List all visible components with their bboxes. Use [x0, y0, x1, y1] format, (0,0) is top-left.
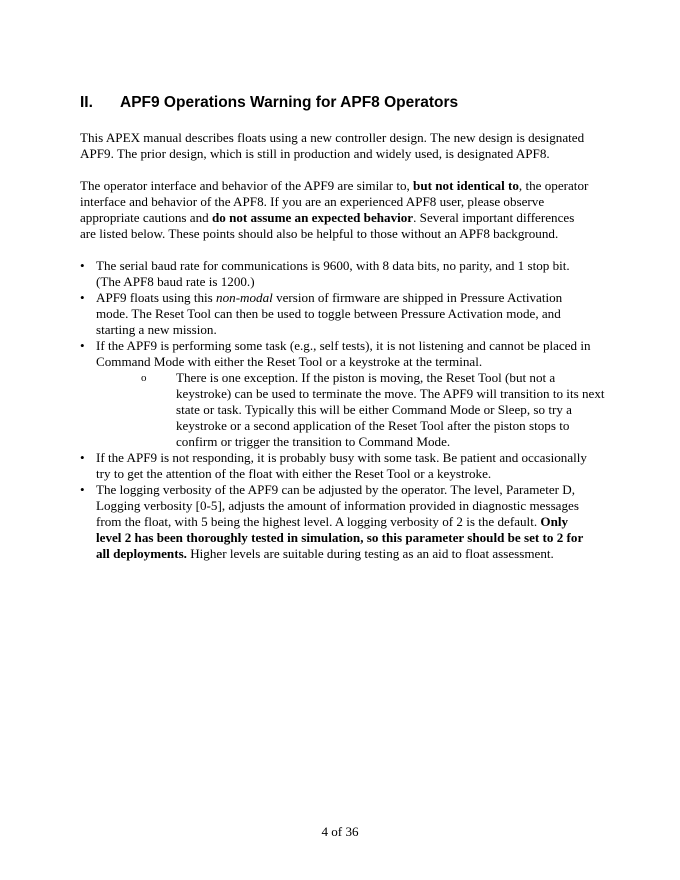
sub-list	[96, 370, 605, 450]
item-line: The serial baud rate for communications is 9600, with 8 data bits, no parity, and 1 stop bit.	[96, 258, 570, 273]
emphasis-bold: Only	[540, 514, 569, 529]
differences-list	[80, 258, 605, 562]
item-line: If the APF9 is not responding, it is probably busy with some task. Be patient and occasionally	[96, 450, 587, 465]
sub-item-line: keystroke) can be used to terminate the move. The APF9 will transition to its next	[176, 386, 605, 401]
text-run: appropriate cautions and	[80, 210, 212, 225]
item-line	[96, 290, 605, 306]
text-run: . Several important differences	[413, 210, 575, 225]
list-item-not-responding	[80, 450, 605, 482]
item-line	[96, 514, 605, 530]
item-line	[96, 530, 605, 546]
list-item-baud-rate	[80, 258, 605, 290]
caution-line	[80, 210, 605, 226]
sub-item-line: state or task. Typically this will be either Command Mode or Sleep, so try a	[176, 402, 572, 417]
item-line: The logging verbosity of the APF9 can be adjusted by the operator. The level, Parameter D,	[96, 482, 576, 497]
bullet-icon: •	[80, 290, 85, 305]
item-line: Logging verbosity [0-5], adjusts the amount of information provided in diagnostic messages	[96, 498, 579, 513]
sub-list-item-exception	[96, 370, 605, 450]
caution-line: interface and behavior of the APF8. If you are an experienced APF8 user, please observe	[80, 194, 545, 209]
section-heading	[80, 93, 458, 113]
intro-line: APF9. The prior design, which is still in production and widely used, is designated APF8.	[80, 146, 550, 161]
list-item-busy-task	[80, 338, 605, 450]
emphasis-bold: do not assume an expected behavior	[211, 210, 414, 225]
item-line: mode. The Reset Tool can then be used to toggle between Pressure Activation mode, and	[96, 306, 561, 321]
item-line: (The APF8 baud rate is 1200.)	[96, 274, 255, 289]
text-run: The operator interface and behavior of the APF9 are similar to,	[80, 178, 414, 193]
item-line: starting a new mission.	[96, 322, 217, 337]
bullet-icon: •	[80, 338, 85, 353]
text-run: version of firmware are shipped in Pressure Activation	[272, 290, 563, 305]
sub-bullet-icon: o	[141, 372, 147, 384]
item-line: If the APF9 is performing some task (e.g., self tests), it is not listening and cannot be placed in	[96, 338, 591, 353]
page-number: 4 of 36	[321, 824, 359, 839]
bullet-icon: •	[80, 450, 85, 465]
list-item-non-modal	[80, 290, 605, 338]
sub-item-line: There is one exception. If the piston is moving, the Reset Tool (but not a	[176, 370, 556, 385]
text-run: APF9 floats using this	[96, 290, 217, 305]
intro-paragraph	[80, 130, 605, 162]
item-line: Command Mode with either the Reset Tool or a keystroke at the terminal.	[96, 354, 483, 369]
bullet-icon: •	[80, 482, 85, 497]
bullet-icon: •	[80, 258, 85, 273]
section-number: II.	[80, 94, 93, 111]
text-run: from the float, with 5 being the highest level. A logging verbosity of 2 is the default.	[96, 514, 541, 529]
list-item-logging-verbosity	[80, 482, 605, 562]
emphasis-bold: but not identical to	[413, 178, 519, 193]
caution-line: are listed below. These points should also be helpful to those without an APF8 background.	[80, 226, 559, 241]
sub-item-line: confirm or trigger the transition to Command Mode.	[176, 434, 451, 449]
intro-line: This APEX manual describes floats using a new controller design. The new design is designated	[80, 130, 585, 145]
item-line	[96, 546, 605, 562]
text-run: , the operator	[518, 178, 589, 193]
text-run: Higher levels are suitable during testing as an aid to float assessment.	[186, 546, 554, 561]
emphasis-bold: all deployments.	[96, 546, 187, 561]
emphasis-italic: non-modal	[216, 290, 273, 305]
item-line: try to get the attention of the float with either the Reset Tool or a keystroke.	[96, 466, 492, 481]
section-title: APF9 Operations Warning for APF8 Operators	[120, 94, 459, 111]
sub-item-line: keystroke or a second application of the Reset Tool after the piston stops to	[176, 418, 570, 433]
caution-line	[80, 178, 605, 194]
caution-paragraph	[80, 178, 605, 242]
emphasis-bold: level 2 has been thoroughly tested in simulation, so this parameter should be set to 2 for	[96, 530, 584, 545]
